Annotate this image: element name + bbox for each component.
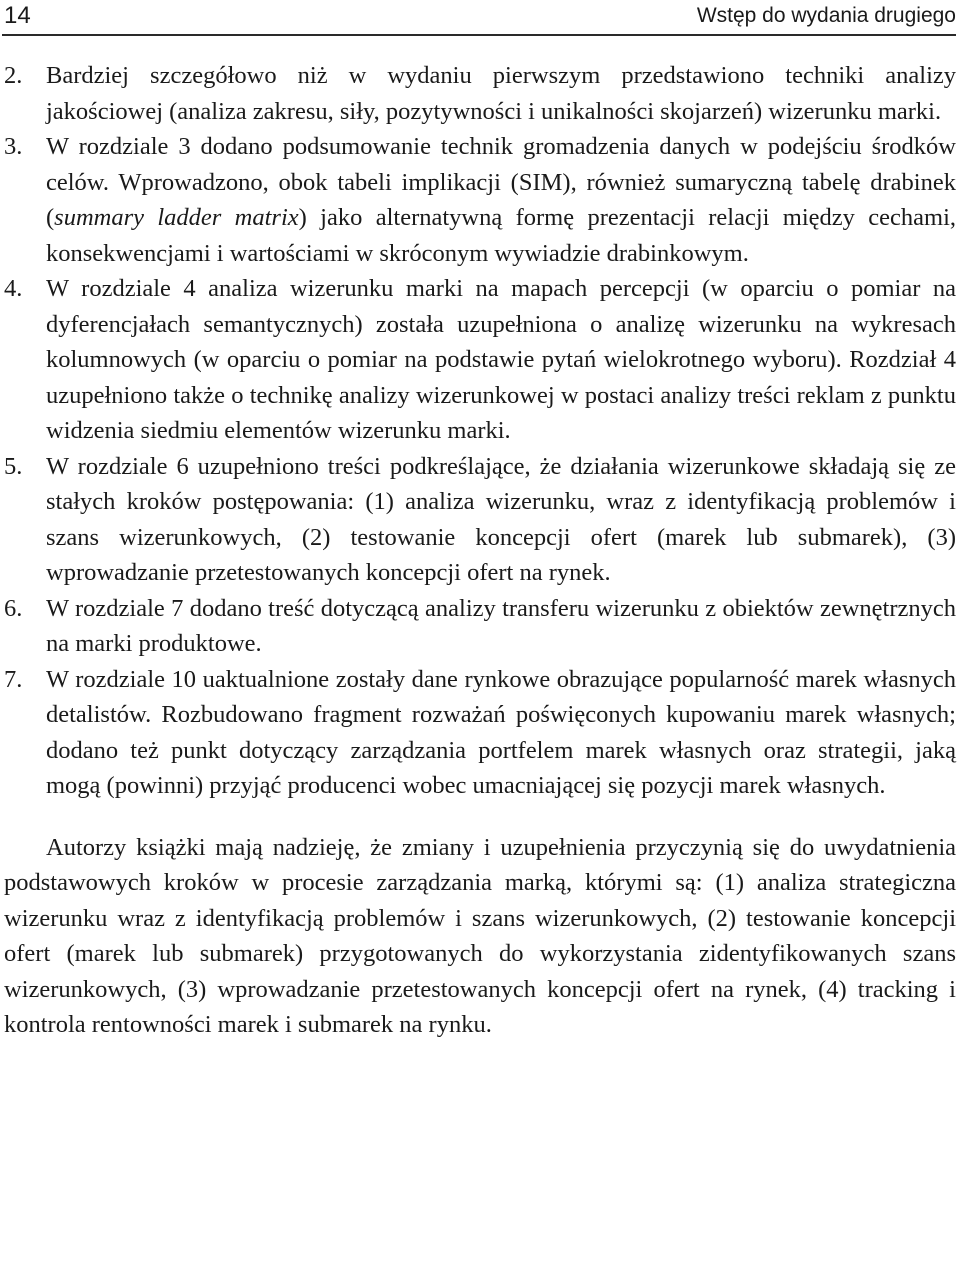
item-number: 6. <box>4 594 23 622</box>
running-head: Wstęp do wydania drugiego <box>696 4 956 27</box>
page-header <box>2 0 956 36</box>
item-text: ) jako alternatywną formę prezentacji relacji między cechami, konsekwencjami i wartościami w skróconym wywiadzie drabinkowym. <box>46 204 957 267</box>
item-text: W rozdziale 6 uzupełniono treści podkreślające, że działania wizerunkowe składają się ze stałych kroków postępowania: (1) analiza wizerunku, wraz z identyfikacją problemów i szans wizerunkowych, (2) testowanie koncepcji ofert (marek lub submarek), (3) wprowadzanie przetestowanych koncepcji ofert na rynek. <box>46 452 956 586</box>
closing-paragraph: Autorzy książki mają nadzieję, że zmiany i uzupełnienia przyczynią się do uwydatnienia podstawowych kroków w procesie zarządzania marką, którymi są: (1) analiza strategiczna wizerunku wraz z identyfikacją problemów i szans wizerunkowych, (2) testowanie koncepcji ofert (marek lub submarek) przygotowanych do wykorzystania zidentyfikowanych szans wizerunkowych, (3) wprowadzanie przetestowanych koncepcji ofert na rynek, (4) tracking i kontrola rentowności marek i submarek na rynku. <box>4 833 956 1038</box>
item-text-italic: summary ladder matrix <box>54 204 299 231</box>
item-number: 7. <box>4 665 23 693</box>
item-text: W rozdziale 10 uaktualnione zostały dane rynkowe obrazujące popularność marek własnych detalistów. Rozbudowano fragment rozważań poświęconych kupowaniu marek własnych; dodano też punkt dotyczący zarządzania portfelem marek własnych oraz strategii, jaką mogą (powinni) przyjąć producenci wobec umacniającej się pozycji marek własnych. <box>46 665 956 799</box>
item-number: 2. <box>4 62 23 89</box>
item-text: W rozdziale 7 dodano treść dotyczącą analizy transferu wizerunku z obiektów zewnętrznych na marki produktowe. <box>46 594 956 657</box>
item-text: Bardziej szczegółowo niż w wydaniu pierwszym przedstawiono techniki analizy jakościowej (analiza zakresu, siły, pozytywności i unikalności skojarzeń) wizerunku marki. <box>46 62 956 125</box>
item-text: W rozdziale 4 analiza wizerunku marki na mapach percepcji (w oparciu o pomiar na dyferencjałach semantycznych) została uzupełniona o analizę wizerunku na wykresach kolumnowych (w oparciu o pomiar na podstawie pytań wielokrotnego wyboru). Rozdział 4 uzupełniono także o technikę analizy wizerunkowej w postaci analizy treści reklam z punktu widzenia siedmiu elementów wizerunku marki. <box>46 275 956 444</box>
page-body <box>4 58 956 1043</box>
item-number: 5. <box>4 452 23 480</box>
list-item <box>4 449 956 591</box>
item-number: 3. <box>4 133 23 160</box>
list-item <box>4 271 956 449</box>
page-number: 14 <box>4 2 31 29</box>
list-item <box>4 591 956 662</box>
list-item <box>4 58 956 129</box>
item-text: W rozdziale 3 dodano podsumowanie technik gromadzenia danych w podejściu środków celów. Wprowadzono, obok tabeli implikacji (SIM), również sumaryczną tabelę drabinek ( <box>46 133 956 231</box>
item-number: 4. <box>4 275 23 302</box>
list-item <box>4 662 956 804</box>
changes-list <box>4 58 956 804</box>
list-item <box>4 129 956 271</box>
